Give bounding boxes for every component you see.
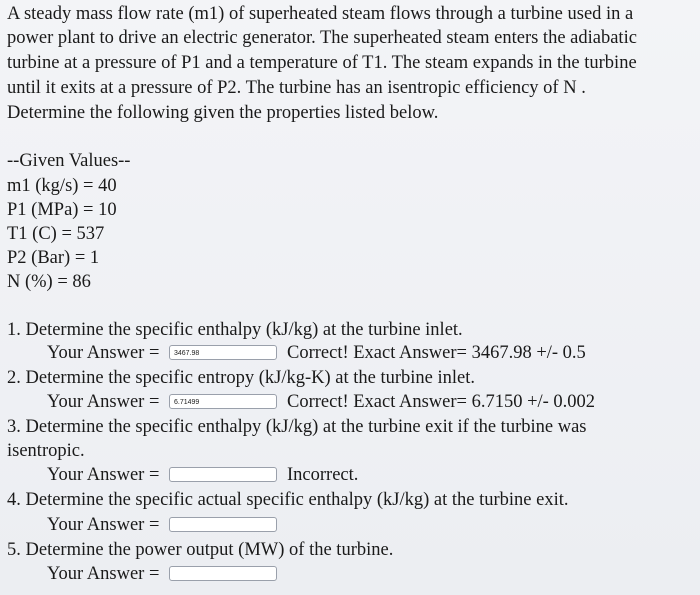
question-text: 1. Determine the specific enthalpy (kJ/kg) at the turbine inlet. [7, 320, 463, 340]
question-text: isentropic. [7, 441, 85, 461]
answer-feedback: Incorrect. [287, 465, 359, 485]
question-text: 4. Determine the specific actual specific enthalpy (kJ/kg) at the turbine exit. [7, 490, 569, 510]
question-text: 3. Determine the specific enthalpy (kJ/kg) at the turbine exit if the turbine was [7, 417, 587, 437]
answer-label: Your Answer = [47, 564, 160, 584]
statement-line: Determine the following given the properties listed below. [7, 103, 439, 123]
given-values-header: --Given Values-- [7, 151, 131, 171]
answer-row [47, 563, 159, 585]
answer-feedback: Correct! Exact Answer= 6.7150 +/- 0.002 [287, 392, 596, 412]
answer-feedback: Correct! Exact Answer= 3467.98 +/- 0.5 [287, 343, 586, 363]
question-text: 5. Determine the power output (MW) of the turbine. [7, 540, 394, 560]
given-value: P2 (Bar) = 1 [7, 248, 100, 268]
answer-label: Your Answer = [47, 343, 160, 363]
statement-line: A steady mass flow rate (m1) of superheated steam flows through a turbine used in a [7, 4, 634, 24]
answer-label: Your Answer = [47, 392, 160, 412]
answer-input[interactable]: 3467.98 [169, 345, 277, 360]
given-value: T1 (C) = 537 [7, 224, 105, 244]
question-text: 2. Determine the specific entropy (kJ/kg-K) at the turbine inlet. [7, 368, 476, 388]
answer-row [47, 342, 586, 364]
statement-line: power plant to drive an electric generator. The superheated steam enters the adiabatic [7, 28, 637, 48]
statement-line: until it exits at a pressure of P2. The turbine has an isentropic efficiency of N . [7, 78, 586, 98]
given-value: P1 (MPa) = 10 [7, 200, 117, 220]
answer-input[interactable] [169, 467, 277, 482]
given-value: N (%) = 86 [7, 272, 91, 292]
given-value: m1 (kg/s) = 40 [7, 176, 117, 196]
answer-input[interactable]: 6.71499 [169, 394, 277, 409]
answer-label: Your Answer = [47, 515, 160, 535]
answer-label: Your Answer = [47, 465, 160, 485]
statement-line: turbine at a pressure of P1 and a temperature of T1. The steam expands in the turbine [7, 53, 637, 73]
answer-row [47, 514, 159, 536]
answer-input[interactable] [169, 566, 277, 581]
answer-row [47, 391, 596, 413]
answer-row [47, 464, 359, 486]
answer-input[interactable] [169, 517, 277, 532]
